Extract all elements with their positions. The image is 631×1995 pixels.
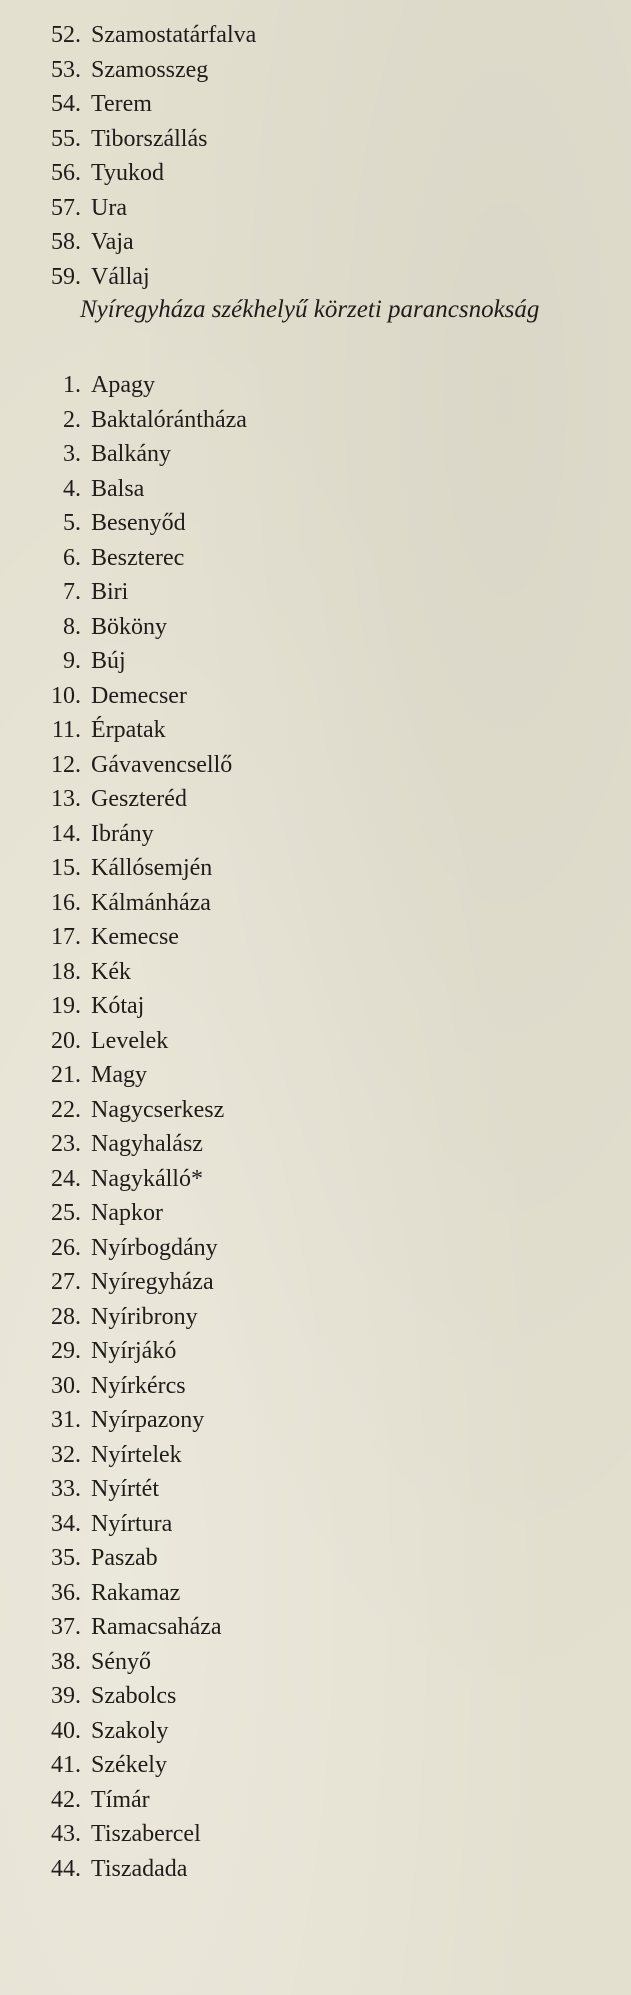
list-item-name: Bököny [91,613,168,640]
settlement-list-continued [0,18,631,294]
list-item [0,1645,631,1680]
list-item-name: Nagycserkesz [91,1096,225,1123]
list-item [0,122,631,157]
list-item [0,1610,631,1645]
list-item [0,18,631,53]
list-item-name: Sényő [91,1648,151,1675]
list-item-number: 29. [51,1338,81,1364]
list-item [0,1162,631,1197]
list-item-name: Kálmánháza [91,889,211,916]
list-item [0,748,631,783]
list-item-number: 55. [51,125,81,152]
list-item-number: 4. [63,475,81,502]
list-item-name: Besenyőd [91,510,186,536]
list-item-name: Geszteréd [91,786,187,812]
list-item [0,1024,631,1059]
list-item-number: 59. [51,263,81,290]
list-item [0,437,631,472]
list-item-name: Demecser [91,682,187,709]
list-item-name: Székely [91,1752,167,1778]
list-item-number: 34. [51,1510,81,1537]
list-item-number: 31. [51,1407,81,1433]
list-item [0,1058,631,1093]
list-item [0,1334,631,1369]
list-item-number: 37. [51,1614,81,1640]
list-item [0,368,631,403]
list-item-number: 58. [51,229,81,255]
list-item-number: 18. [51,958,81,985]
list-item [0,156,631,191]
list-item-number: 28. [51,1303,81,1330]
list-item-number: 1. [63,372,81,398]
list-item-number: 39. [51,1683,81,1709]
list-item [0,403,631,438]
list-item-name: Búj [91,648,126,674]
list-item [0,1403,631,1438]
list-item [0,1748,631,1783]
list-item [0,191,631,226]
list-item-name: Magy [91,1062,147,1088]
list-item-number: 42. [51,1786,81,1813]
list-item-number: 40. [51,1717,81,1744]
list-item-name: Beszterec [91,544,185,571]
list-item-name: Nyírtét [91,1476,159,1502]
list-item [0,989,631,1024]
list-item [0,575,631,610]
list-item [0,260,631,295]
list-item-name: Tiborszállás [91,125,208,152]
list-item-number: 52. [51,22,81,48]
list-item-number: 12. [51,751,81,778]
list-item-name: Terem [91,91,152,117]
list-item [0,1817,631,1852]
list-item [0,87,631,122]
list-item [0,1472,631,1507]
list-item-name: Ura [91,194,127,221]
list-item-number: 57. [51,194,81,221]
list-item-number: 36. [51,1579,81,1606]
list-item [0,1576,631,1611]
list-item-name: Kék [91,958,131,985]
list-item-number: 9. [63,648,81,674]
list-item [0,886,631,921]
list-item [0,541,631,576]
list-item-name: Biri [91,579,129,605]
list-item [0,1369,631,1404]
list-item-number: 5. [63,510,81,536]
list-item-number: 15. [51,855,81,881]
list-item [0,1852,631,1887]
list-item-name: Nyíregyháza [91,1269,214,1295]
list-item-name: Tiszadada [91,1855,188,1882]
list-item-number: 25. [51,1200,81,1226]
list-item-name: Vállaj [91,263,150,290]
list-item [0,1093,631,1128]
list-item [0,955,631,990]
list-item-name: Érpatak [91,717,166,743]
list-item [0,610,631,645]
list-item [0,679,631,714]
list-item-number: 43. [51,1821,81,1847]
list-item [0,1438,631,1473]
list-item-name: Tyukod [91,160,164,186]
list-item [0,782,631,817]
list-item-number: 6. [63,544,81,571]
list-item [0,920,631,955]
settlement-list-nyiregyhaza [0,368,631,1886]
list-item-name: Szabolcs [91,1683,177,1709]
list-item [0,1231,631,1266]
list-item-number: 33. [51,1476,81,1502]
list-item [0,644,631,679]
list-item-number: 23. [51,1131,81,1157]
list-item-name: Nyírtelek [91,1441,182,1468]
list-item [0,1196,631,1231]
list-item-name: Szamostatárfalva [91,22,257,48]
list-item-name: Nyírpazony [91,1407,205,1433]
list-item [0,225,631,260]
list-item-number: 16. [51,889,81,916]
list-item-name: Nyírkércs [91,1372,186,1399]
list-item-name: Vaja [91,229,134,255]
list-item-number: 8. [63,613,81,640]
list-item-name: Szakoly [91,1717,169,1744]
list-item [0,53,631,88]
list-item-number: 7. [63,579,81,605]
list-item-name: Nagykálló* [91,1165,203,1192]
list-item-name: Nyírbogdány [91,1234,218,1261]
list-item-number: 24. [51,1165,81,1192]
list-item-name: Balkány [91,441,171,467]
list-item [0,817,631,852]
list-item [0,1300,631,1335]
list-item-name: Nyírjákó [91,1338,177,1364]
list-item-number: 21. [51,1062,81,1088]
list-item-number: 44. [51,1855,81,1882]
list-item-number: 27. [51,1269,81,1295]
list-item-number: 35. [51,1545,81,1571]
list-item-name: Nyírtura [91,1510,173,1537]
list-item-name: Rakamaz [91,1579,181,1606]
list-item [0,1714,631,1749]
list-item-name: Szamosszeg [91,56,209,83]
list-item-name: Kótaj [91,993,145,1019]
list-item-number: 41. [51,1752,81,1778]
list-item-name: Paszab [91,1545,158,1571]
list-item-name: Nyíribrony [91,1303,198,1330]
list-item-name: Tímár [91,1786,150,1813]
list-item-number: 53. [51,56,81,83]
list-item-number: 3. [63,441,81,467]
list-item-name: Tiszabercel [91,1821,201,1847]
list-item [0,713,631,748]
list-item [0,1127,631,1162]
list-item-number: 32. [51,1441,81,1468]
list-item-name: Levelek [91,1027,169,1054]
list-item [0,1541,631,1576]
list-item-number: 22. [51,1096,81,1123]
list-item-name: Kemecse [91,924,179,950]
list-item [0,1507,631,1542]
list-item-number: 54. [51,91,81,117]
list-item-number: 19. [51,993,81,1019]
list-item-name: Ibrány [91,820,154,847]
list-item-name: Ramacsaháza [91,1614,222,1640]
list-item-number: 17. [51,924,81,950]
section-heading: Nyíregyháza székhelyű körzeti parancsnokság [80,296,540,323]
list-item [0,1783,631,1818]
list-item-name: Napkor [91,1200,163,1226]
list-item-number: 13. [51,786,81,812]
list-item-number: 26. [51,1234,81,1261]
list-item-number: 56. [51,160,81,186]
list-item [0,1679,631,1714]
list-item-name: Nagyhalász [91,1131,203,1157]
list-item-number: 10. [51,682,81,709]
list-item [0,506,631,541]
list-item-number: 11. [51,717,81,743]
list-item-name: Apagy [91,372,155,398]
list-item-name: Kállósemjén [91,855,213,881]
list-item-number: 38. [51,1648,81,1675]
list-item [0,1265,631,1300]
list-item-number: 14. [51,820,81,847]
list-item-name: Baktalórántháza [91,406,247,433]
list-item-number: 20. [51,1027,81,1054]
list-item-name: Gávavencsellő [91,751,233,778]
list-item [0,851,631,886]
list-item-number: 30. [51,1372,81,1399]
list-item [0,472,631,507]
list-item-name: Balsa [91,475,145,502]
list-item-number: 2. [63,406,81,433]
